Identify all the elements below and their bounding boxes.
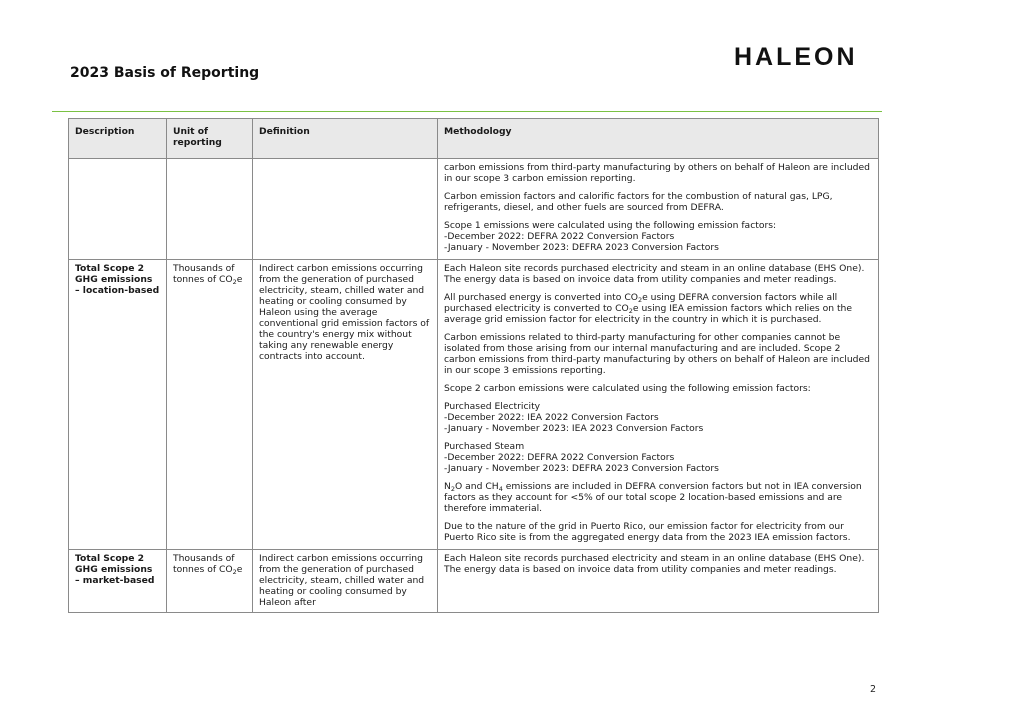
table-header-row [69,119,879,159]
list-item: -December 2022: DEFRA 2022 Conversion Factors [444,231,675,242]
subscript: 2 [232,278,237,286]
methodology-paragraph [444,292,872,325]
subscript: 2 [628,307,633,315]
definition-cell: Indirect carbon emissions occurring from the generation of purchased electricity, steam, chilled water and heating or cooling consumed by Haleon after [253,550,438,613]
subscript: 4 [498,485,503,493]
unit-suffix: e [236,274,243,285]
text-run: N [444,481,451,492]
definition-cell: Indirect carbon emissions occurring from the generation of purchased electricity, steam, chilled water and heating or cooling consumed by Haleon using the average conventional grid emission factors of the country's energy mix without taking any renewable energy contracts into account. [253,260,438,550]
text-run: All purchased energy is converted into CO [444,292,638,303]
text-run: e using DEFRA conversion factors while all purchased electricity is converted to CO [444,292,838,314]
methodology-paragraph: Carbon emission factors and calorific factors for the combustion of natural gas, LPG, refrigerants, diesel, and other fuels are sourced from DEFRA. [444,191,833,213]
table-row [69,159,879,260]
column-header-definition: Definition [253,119,438,159]
page-title: 2023 Basis of Reporting [70,65,260,81]
methodology-paragraph: Scope 2 carbon emissions were calculated using the following emission factors: [444,383,811,394]
page-number: 2 [870,684,877,695]
header-divider [52,111,882,112]
list-intro: Scope 1 emissions were calculated using the following emission factors: [444,220,777,231]
methodology-paragraph: Each Haleon site records purchased electricity and steam in an online database (EHS One). The energy data is based on invoice data from utility companies and meter readings. [444,553,865,575]
electricity-factors-list [444,401,872,434]
description-cell: Total Scope 2 GHG emissions – location-based [69,260,167,550]
emission-factors-list [444,220,872,253]
description-cell: Total Scope 2 GHG emissions – market-based [69,550,167,613]
definition-cell [253,159,438,260]
unit-suffix: e [236,564,243,575]
list-title: Purchased Electricity [444,401,541,412]
methodology-paragraph: Carbon emissions related to third-party manufacturing for other companies cannot be isolated from those arising from our internal manufacturing and are included. Scope 2 carbon emissions from third-party manufacturing by others on behalf of Haleon are included in our scope 3 emissions reporting. [444,332,870,376]
subscript: 2 [450,485,456,493]
methodology-paragraph: carbon emissions from third-party manufacturing by others on behalf of Haleon are included in our scope 3 carbon emission reporting. [444,162,870,184]
methodology-cell [438,550,879,613]
list-item: -January - November 2023: DEFRA 2023 Conversion Factors [444,242,719,253]
list-item: -December 2022: IEA 2022 Conversion Factors [444,412,659,423]
methodology-paragraph [444,481,872,514]
unit-text: Thousands of tonnes of CO [173,553,235,575]
unit-text: Thousands of tonnes of CO [173,263,235,285]
methodology-paragraph: Due to the nature of the grid in Puerto Rico, our emission factor for electricity from our Puerto Rico site is from the aggregated energy data from the 2023 IEA emission factors. [444,521,851,543]
subscript: 2 [637,296,643,304]
column-header-description: Description [69,119,167,159]
text-run: O and CH [455,481,499,492]
steam-factors-list [444,441,872,474]
list-item: -December 2022: DEFRA 2022 Conversion Factors [444,452,675,463]
description-cell [69,159,167,260]
methodology-paragraph: Each Haleon site records purchased electricity and steam in an online database (EHS One). The energy data is based on invoice data from utility companies and meter readings. [444,263,865,285]
reporting-table [68,118,879,613]
list-item: -January - November 2023: DEFRA 2023 Conversion Factors [444,463,719,474]
text-run: e using IEA emission factors which relies on the average grid emission factor for electricity in the country in which it is purchased. [444,303,853,325]
subscript: 2 [232,568,237,576]
list-item: -January - November 2023: IEA 2023 Conversion Factors [444,423,704,434]
table-row [69,550,879,613]
column-header-unit: Unit of reporting [167,119,253,159]
text-run: emissions are included in DEFRA conversion factors but not in IEA conversion factors as they account for <5% of our total scope 2 location-based emissions and are therefore immaterial. [444,481,862,514]
list-title: Purchased Steam [444,441,525,452]
unit-cell [167,550,253,613]
methodology-cell [438,159,879,260]
unit-cell [167,260,253,550]
methodology-cell [438,260,879,550]
column-header-methodology: Methodology [438,119,879,159]
table-row [69,260,879,550]
unit-cell [167,159,253,260]
haleon-logo: HALEON [734,43,858,71]
